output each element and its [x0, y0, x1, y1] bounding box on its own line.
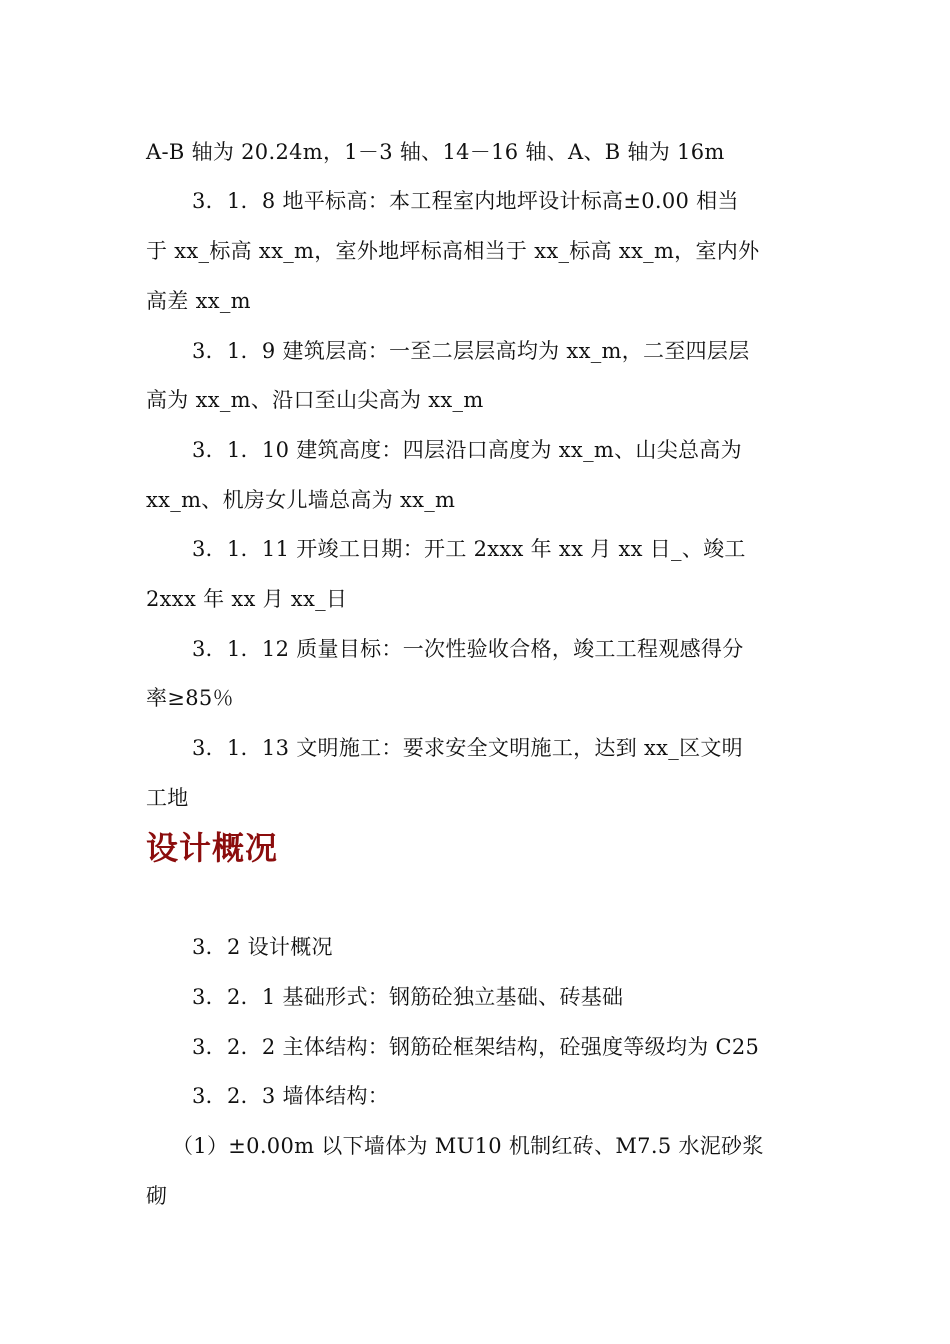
text-line: 高差 xx_m: [146, 289, 251, 313]
text-line: 3．2．1 基础形式：钢筋砼独立基础、砖基础: [192, 985, 624, 1009]
text-line: 率≥85％: [146, 686, 234, 710]
text-line: xx_m、机房女儿墙总高为 xx_m: [146, 488, 456, 512]
text-line: 工地: [146, 786, 189, 810]
text-line: 砌: [146, 1184, 168, 1208]
text-line: 3．1．12 质量目标：一次性验收合格，竣工工程观感得分: [192, 637, 744, 661]
text-line: 于 xx_标高 xx_m，室外地坪标高相当于 xx_标高 xx_m，室内外: [146, 239, 760, 263]
text-line: （1）±0.00m 以下墙体为 MU10 机制红砖、M7.5 水泥砂浆: [172, 1134, 764, 1158]
text-line: 3．1．10 建筑高度：四层沿口高度为 xx_m、山尖总高为: [192, 438, 742, 462]
text-line: 3．2．2 主体结构：钢筋砼框架结构，砼强度等级均为 C25: [192, 1035, 760, 1059]
text-line: 3．2 设计概况: [192, 935, 333, 959]
text-line: 3．1．13 文明施工：要求安全文明施工，达到 xx_区文明: [192, 736, 743, 760]
section-heading: 设计概况: [146, 829, 279, 867]
text-line: A-B 轴为 20.24m，1－3 轴、14－16 轴、A、B 轴为 16m: [146, 140, 725, 164]
text-line: 3．1．11 开竣工日期：开工 2xxx 年 xx 月 xx 日_、竣工: [192, 537, 746, 561]
text-line: 3．1．8 地平标高：本工程室内地坪设计标高±0.00 相当: [192, 189, 739, 213]
text-line: 高为 xx_m、沿口至山尖高为 xx_m: [146, 388, 484, 412]
text-line: 3．2．3 墙体结构：: [192, 1084, 390, 1108]
text-line: 3．1．9 建筑层高：一至二层层高均为 xx_m，二至四层层: [192, 339, 750, 363]
text-line: 2xxx 年 xx 月 xx_日: [146, 587, 348, 611]
